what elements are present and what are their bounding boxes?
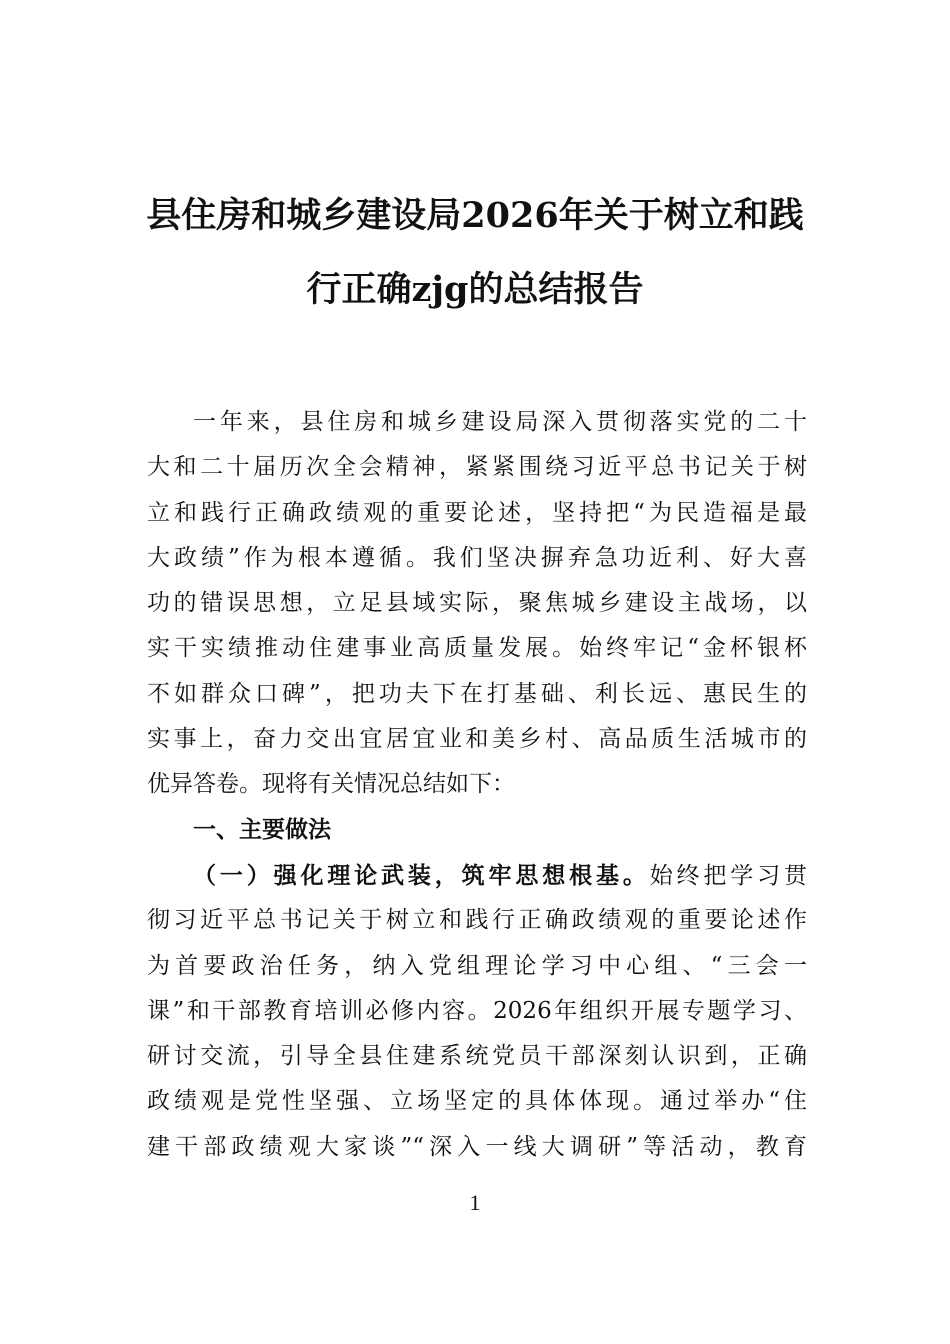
subsection-first-line: [147, 853, 807, 898]
intro-line: 实干实绩推动住建事业高质量发展。始终牢记“金杯银杯: [147, 635, 807, 662]
intro-line: 实事上，奋力交出宜居宜业和美乡村、高品质生活城市的: [147, 726, 807, 753]
subsection-lead: （一）强化理论武装，筑牢思想根基。: [193, 861, 650, 889]
subsection-line: 建干部政绩观大家谈”“深入一线大调研”等活动，教育: [147, 1133, 807, 1160]
intro-line: 立和践行正确政绩观的重要论述，坚持把“为民造福是最: [147, 499, 807, 526]
section-heading: 一、主要做法: [193, 816, 331, 843]
subsection-line: 为首要政治任务，纳入党组理论学习中心组、“三会一: [147, 952, 807, 979]
intro-line: 优异答卷。现将有关情况总结如下：: [147, 771, 515, 798]
intro-line: 功的错误思想，立足县域实际，聚焦城乡建设主战场，以: [147, 590, 807, 617]
document-body: [147, 400, 807, 1170]
subsection-line: 研讨交流，引导全县住建系统党员干部深刻认识到，正确: [147, 1043, 807, 1070]
subsection-line: 政绩观是党性坚强、立场坚定的具体体现。通过举办“住: [147, 1088, 807, 1115]
title-line-1: 县住房和城乡建设局2026年关于树立和践: [146, 195, 804, 236]
intro-line: 一年来，县住房和城乡建设局深入贯彻落实党的二十: [193, 409, 807, 435]
subsection-line: 课”和干部教育培训必修内容。2026年组织开展专题学习、: [147, 997, 807, 1024]
title-line-2: 行正确zjg的总结报告: [306, 269, 644, 310]
intro-line: 大政绩”作为根本遵循。我们坚决摒弃急功近利、好大喜: [147, 544, 807, 571]
intro-line: 大和二十届历次全会精神，紧紧围绕习近平总书记关于树: [147, 454, 807, 481]
subsection-first-line-rest: 始终把学习贯: [649, 862, 808, 889]
intro-line: 不如群众口碑”，把功夫下在打基础、利长远、惠民生的: [147, 680, 807, 707]
subsection-line: 彻习近平总书记关于树立和践行正确政绩观的重要论述作: [147, 907, 807, 934]
page-number: 1: [469, 1190, 481, 1215]
